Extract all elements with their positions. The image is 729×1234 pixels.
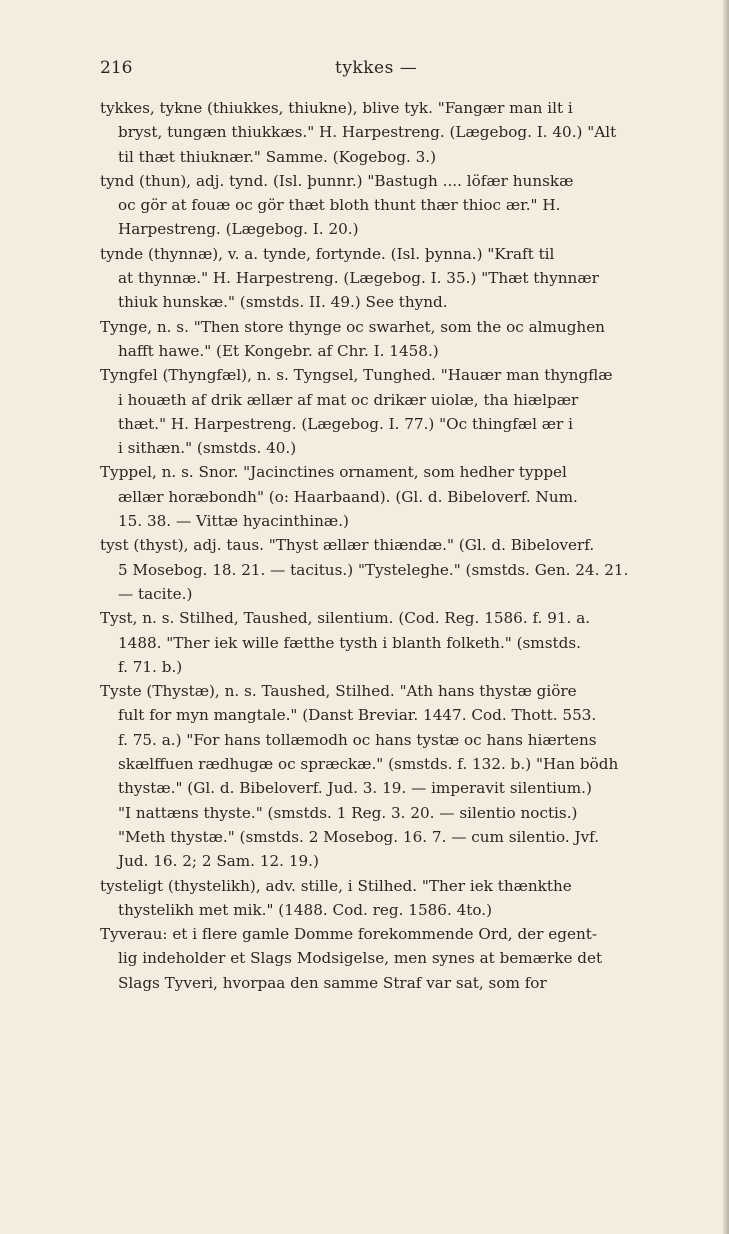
line: Tyste (Thystæ), n. s. Taushed, Stilhed. "Ath hans thystæ giöre	[100, 682, 577, 701]
entry-tyngfel	[100, 363, 700, 460]
line: tynd (thun), adj. tynd. (Isl. þunnr.) "Bastugh .... löfær hunskæ	[100, 171, 574, 190]
line: i houæth af drik ællær af mat oc drikær uiolæ, tha hiælpær	[118, 390, 579, 409]
page-number: 216	[100, 58, 133, 78]
line: tysteligt (thystelikh), adv. stille, i Stilhed. "Ther iek thænkthe	[100, 876, 572, 895]
line: at thynnæ." H. Harpestreng. (Lægebog. I. 35.) "Thæt thynnær	[118, 269, 599, 288]
line: f. 75. a.) "For hans tollæmodh oc hans tystæ oc hans hiærtens	[118, 730, 597, 749]
line: Slags Tyveri, hvorpaa den samme Straf var sat, som for	[118, 973, 547, 992]
line: 5 Mosebog. 18. 21. — tacitus.) "Tysteleghe." (smstds. Gen. 24. 21.	[118, 560, 629, 579]
line: ællær horæbondh" (o: Haarbaand). (Gl. d. Bibeloverf. Num.	[118, 487, 578, 506]
line: skælffuen rædhugæ oc spræckæ." (smstds. f. 132. b.) "Han bödh	[118, 755, 619, 774]
line: fult for myn mangtale." (Danst Breviar. 1447. Cod. Thott. 553.	[118, 706, 597, 725]
line: i sithæn." (smstds. 40.)	[118, 439, 297, 458]
line: oc gör at fouæ oc gör thæt bloth thunt thær thioc ær." H.	[118, 196, 561, 215]
line: "I nattæns thyste." (smstds. 1 Reg. 3. 20. — silentio noctis.)	[118, 803, 578, 822]
entry-typpel	[100, 460, 700, 533]
entry-tynge	[100, 315, 700, 364]
line: 1488. "Ther iek wille fætthe tysth i blanth folketh." (smstds.	[118, 633, 581, 652]
page-header	[100, 58, 660, 86]
line: thæt." H. Harpestreng. (Lægebog. I. 77.) "Oc thingfæl ær i	[118, 414, 573, 433]
line: Tyverau: et i flere gamle Domme forekommende Ord, der egent-	[100, 925, 597, 944]
line: til thæt thiuknær." Samme. (Kogebog. 3.)	[118, 147, 437, 166]
line: hafft hawe." (Et Kongebr. af Chr. I. 1458.)	[118, 341, 439, 360]
line: f. 71. b.)	[118, 657, 183, 676]
line: tyst (thyst), adj. taus. "Thyst ællær thiændæ." (Gl. d. Bibeloverf.	[100, 536, 595, 555]
line: tykkes, tykne (thiukkes, thiukne), blive tyk. "Fangær man ilt i	[100, 99, 573, 117]
line: thystelikh met mik." (1488. Cod. reg. 1586. 4to.)	[118, 900, 492, 919]
line: Harpestreng. (Lægebog. I. 20.)	[118, 220, 359, 239]
line: tynde (thynnæ), v. a. tynde, fortynde. (Isl. þynna.) "Kraft til	[100, 244, 555, 263]
line: — tacite.)	[118, 584, 193, 603]
entry-tyste	[100, 679, 700, 873]
line: Typpel, n. s. Snor. "Jacinctines ornament, som hedher typpel	[100, 463, 567, 482]
line: thystæ." (Gl. d. Bibeloverf. Jud. 3. 19. — imperavit silentium.)	[118, 779, 592, 798]
entry-tynde	[100, 242, 700, 315]
running-head: tykkes —	[335, 58, 418, 78]
line: "Meth thystæ." (smstds. 2 Mosebog. 16. 7. — cum silentio. Jvf.	[118, 827, 600, 846]
entry-tyst-adj	[100, 533, 700, 606]
line: 15. 38. — Vittæ hyacinthinæ.)	[118, 512, 349, 531]
line: Jud. 16. 2; 2 Sam. 12. 19.)	[118, 852, 319, 871]
entry-tynd	[100, 169, 700, 242]
line: Tyst, n. s. Stilhed, Taushed, silentium. (Cod. Reg. 1586. f. 91. a.	[100, 609, 591, 628]
line: Tyngfel (Thyngfæl), n. s. Tyngsel, Tunghed. "Hauær man thyngflæ	[100, 366, 613, 385]
entry-tyverau	[100, 922, 700, 995]
line: bryst, tungæn thiukkæs." H. Harpestreng. (Lægebog. I. 40.) "Alt	[118, 123, 617, 142]
dictionary-text	[100, 96, 700, 995]
entry-tykkes	[100, 96, 700, 169]
line: thiuk hunskæ." (smstds. II. 49.) See thynd.	[118, 293, 448, 312]
page-edge	[723, 0, 729, 1234]
line: lig indeholder et Slags Modsigelse, men synes at bemærke det	[118, 949, 603, 968]
line: Tynge, n. s. "Then store thynge oc swarhet, som the oc almughen	[100, 317, 605, 336]
entry-tyst-noun	[100, 606, 700, 679]
entry-tysteligt	[100, 874, 700, 923]
